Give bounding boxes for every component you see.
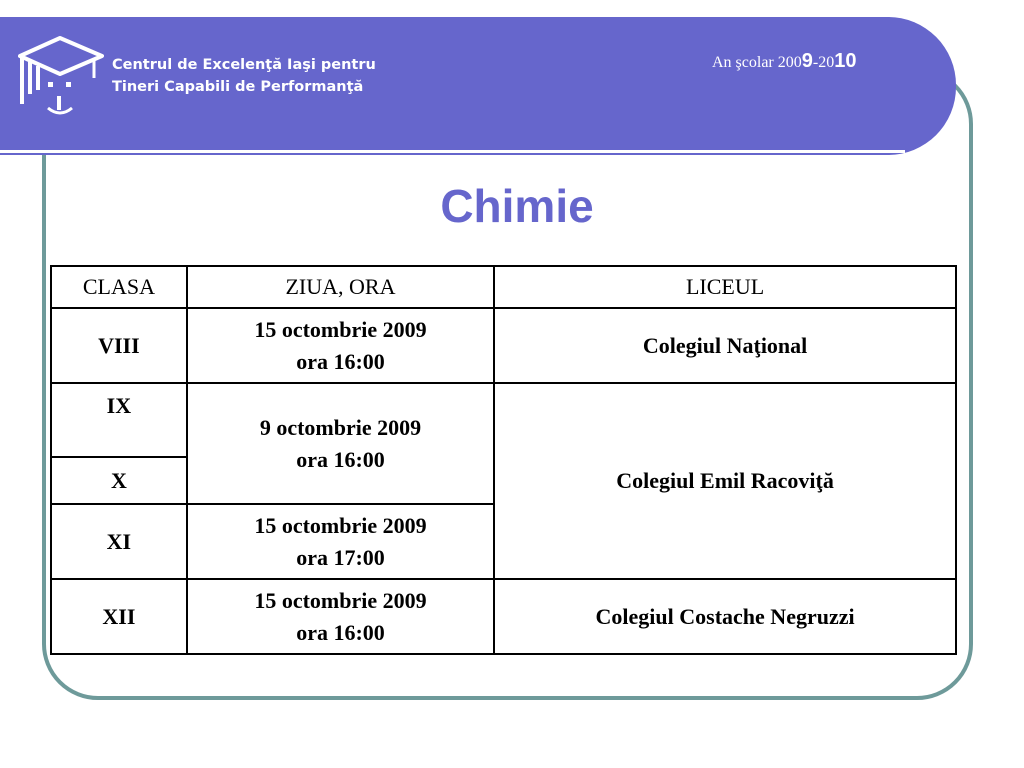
cell-clasa: X xyxy=(51,457,187,504)
cell-clasa: VIII xyxy=(51,308,187,383)
page-title: Chimie xyxy=(440,180,594,232)
cell-clasa: XII xyxy=(51,579,187,654)
year-mid: -20 xyxy=(812,54,835,71)
table-row xyxy=(51,308,956,383)
cell-time: ora 16:00 xyxy=(296,348,385,374)
header-liceul: LICEUL xyxy=(494,266,956,308)
cell-clasa: XI xyxy=(51,504,187,579)
table-header-row xyxy=(51,266,956,308)
schedule-table xyxy=(50,265,957,655)
banner-divider xyxy=(0,150,905,153)
cell-date: 9 octombrie 2009 xyxy=(259,414,422,440)
graduation-cap-logo-icon xyxy=(18,34,104,120)
year-prefix: An şcolar 200 xyxy=(712,54,802,71)
cell-time: ora 16:00 xyxy=(296,619,385,645)
table-row xyxy=(51,579,956,654)
organization-name xyxy=(112,54,376,98)
cell-date: 15 octombrie 2009 xyxy=(254,587,427,613)
cell-time: ora 16:00 xyxy=(296,446,385,472)
header-clasa: CLASA xyxy=(51,266,187,308)
org-line-1: Centrul de Excelenţă Iaşi pentru xyxy=(112,57,376,73)
cell-liceu: Colegiul Costache Negruzzi xyxy=(494,579,956,654)
cell-clasa: IX xyxy=(51,383,187,457)
school-year xyxy=(712,50,856,73)
cell-date: 15 octombrie 2009 xyxy=(254,512,427,538)
year-digit-1: 9 xyxy=(801,50,813,72)
table-row xyxy=(51,383,956,457)
cell-date: 15 octombrie 2009 xyxy=(254,316,427,342)
cell-ziua-ora xyxy=(187,504,494,579)
cell-ziua-ora-merged xyxy=(187,383,494,504)
cell-ziua-ora xyxy=(187,308,494,383)
cell-time: ora 17:00 xyxy=(296,544,385,570)
cell-ziua-ora xyxy=(187,579,494,654)
header-ziua-ora: ZIUA, ORA xyxy=(187,266,494,308)
org-line-2: Tineri Capabili de Performanţă xyxy=(112,79,364,95)
cell-liceu: Colegiul Naţional xyxy=(494,308,956,383)
year-digits-2: 10 xyxy=(834,50,857,72)
cell-liceu-merged: Colegiul Emil Racoviţă xyxy=(494,383,956,579)
